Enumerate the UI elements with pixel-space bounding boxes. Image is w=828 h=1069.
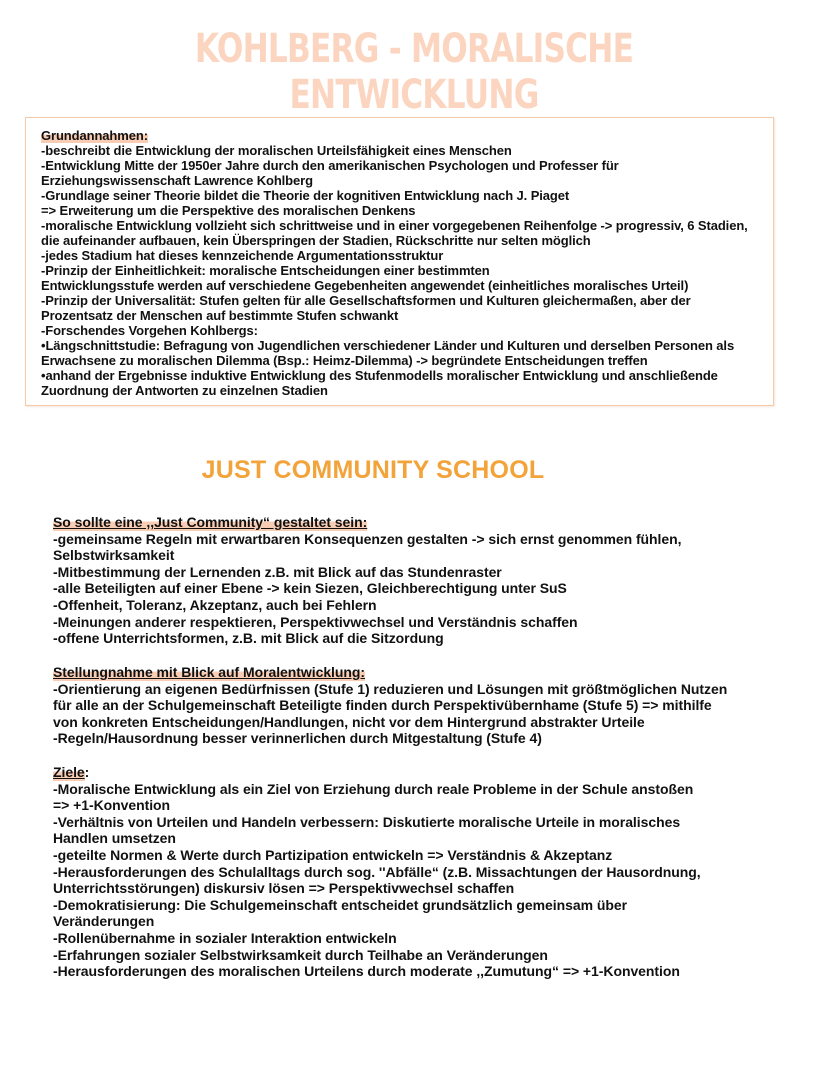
- text-line: -Regeln/Hausordnung besser verinnerlichen durch Mitgestaltung (Stufe 4): [53, 730, 542, 747]
- section-title: JUST COMMUNITY SCHOOL: [201, 456, 545, 484]
- text-line: => +1-Konvention: [53, 797, 171, 814]
- text-line: -Herausforderungen des Schulalltags durch sog. ''Abfälle“ (z.B. Missachtungen der Hausordnung,: [53, 863, 701, 880]
- grundannahmen-heading: Grundannahmen:: [41, 128, 148, 143]
- text-line: -gemeinsame Regeln mit erwartbaren Konsequenzen gestalten -> sich ernst genommen fühlen,: [53, 530, 682, 547]
- grundannahmen-box: [25, 117, 774, 406]
- text-line: •anhand der Ergebnisse induktive Entwicklung des Stufenmodells moralischer Entwicklung und anschließende: [41, 368, 718, 383]
- text-line: für alle an der Schulgemeinschaft Beteiligte finden durch Perspektivübernhame (Stufe 5) => mithilfe: [53, 697, 712, 714]
- text-line: Entwicklungsstufe werden auf verschiedene Gegebenheiten angewendet (einheitliches moralisches Urteil): [41, 278, 689, 293]
- text-line: Erziehungswissenschaft Lawrence Kohlberg: [41, 173, 313, 188]
- text-line: -Entwicklung Mitte der 1950er Jahre durch den amerikanischen Psychologen und Professer für: [41, 158, 619, 173]
- stellungnahme-heading: Stellungnahme mit Blick auf Moralentwicklung:: [53, 664, 366, 680]
- ziele-section: [53, 764, 701, 980]
- text-line: => Erweiterung um die Perspektive des moralischen Denkens: [41, 203, 416, 218]
- text-line: -Verhältnis von Urteilen und Handeln verbessern: Diskutierte moralische Urteile in moralisches: [53, 813, 681, 830]
- text-line: -Prinzip der Universalität: Stufen gelten für alle Gesellschaftsformen und Kulturen gleichermaßen, aber der: [41, 293, 691, 308]
- text-line: -Erfahrungen sozialer Selbstwirksamkeit durch Teilhabe an Veränderungen: [53, 946, 548, 963]
- text-line: •Längschnittstudie: Befragung von Jugendlichen verschiedener Länder und Kulturen und derselben Personen als: [41, 338, 735, 353]
- text-line: -offene Unterrichtsformen, z.B. mit Blick auf die Sitzordung: [53, 630, 444, 647]
- text-line: Prozentsatz der Menschen auf bestimmte Stufen schwankt: [41, 308, 399, 323]
- grundannahmen-text: [41, 128, 773, 398]
- text-line: Zuordnung der Antworten zu einzelnen Stadien: [41, 383, 328, 398]
- text-line: Handlen umsetzen: [53, 830, 176, 847]
- text-line: -Rollenübernahme in sozialer Interaktion entwickeln: [53, 929, 397, 946]
- text-line: -Herausforderungen des moralischen Urteilens durch moderate ,,Zumutung“ => +1-Konvention: [53, 963, 680, 980]
- text-line: -Offenheit, Toleranz, Akzeptanz, auch bei Fehlern: [53, 596, 377, 613]
- text-line: die aufeinander aufbauen, kein Überspringen der Stadien, Rückschritte nur selten möglich: [41, 233, 591, 248]
- text-line: -moralische Entwicklung vollzieht sich schrittweise und in einer vorgegebenen Reihenfolge -> progressiv, 6 Stadien,: [41, 218, 748, 233]
- text-line: Selbstwirksamkeit: [53, 547, 175, 564]
- text-line: -beschreibt die Entwicklung der moralischen Urteilsfähigkeit eines Menschen: [41, 143, 512, 158]
- page-title: KOHLBERG - MORALISCHE ENTWICKLUNG: [194, 26, 634, 118]
- text-line: Unterrichtsstörungen) diskursiv lösen => Perspektivwechsel schaffen: [53, 880, 515, 897]
- text-line: -alle Beteiligten auf einer Ebene -> kein Siezen, Gleichberechtigung unter SuS: [53, 580, 567, 597]
- text-line: -Forschendes Vorgehen Kohlbergs:: [41, 323, 258, 338]
- text-line: -Orientierung an eigenen Bedürfnissen (Stufe 1) reduzieren und Lösungen mit größtmöglichen Nutzen: [53, 680, 728, 697]
- gestaltung-section: [53, 514, 681, 647]
- text-line: -geteilte Normen & Werte durch Partizipation entwickeln => Verständnis & Akzeptanz: [53, 846, 613, 863]
- text-line: -jedes Stadium hat dieses kennzeichende Argumentationsstruktur: [41, 248, 444, 263]
- text-line: Veränderungen: [53, 913, 155, 930]
- text-line: -Grundlage seiner Theorie bildet die Theorie der kognitiven Entwicklung nach J. Piaget: [41, 188, 570, 203]
- text-line: -Mitbestimmung der Lernenden z.B. mit Blick auf das Stundenraster: [53, 563, 502, 580]
- gestaltung-heading: So sollte eine ,,Just Community“ gestaltet sein:: [53, 514, 368, 530]
- stellungnahme-section: [53, 664, 727, 747]
- text-line: -Prinzip der Einheitlichkeit: moralische Entscheidungen einer bestimmten: [41, 263, 490, 278]
- text-line: -Meinungen anderer respektieren, Perspektivwechsel und Verständnis schaffen: [53, 613, 578, 630]
- ziele-heading: Ziele: [53, 764, 85, 780]
- text-line: Erwachsene zu moralischen Dilemma (Bsp.: Heimz-Dilemma) -> begründete Entscheidungen treffen: [41, 353, 648, 368]
- text-line: -Demokratisierung: Die Schulgemeinschaft entscheidet grundsätzlich gemeinsam über: [53, 896, 627, 913]
- text-line: -Moralische Entwicklung als ein Ziel von Erziehung durch reale Probleme in der Schule anstoßen: [53, 780, 694, 797]
- ziele-heading-colon: :: [84, 764, 90, 780]
- text-line: von konkreten Entscheidungen/Handlungen, nicht vor dem Hintergrund abstrakter Urteile: [53, 713, 645, 730]
